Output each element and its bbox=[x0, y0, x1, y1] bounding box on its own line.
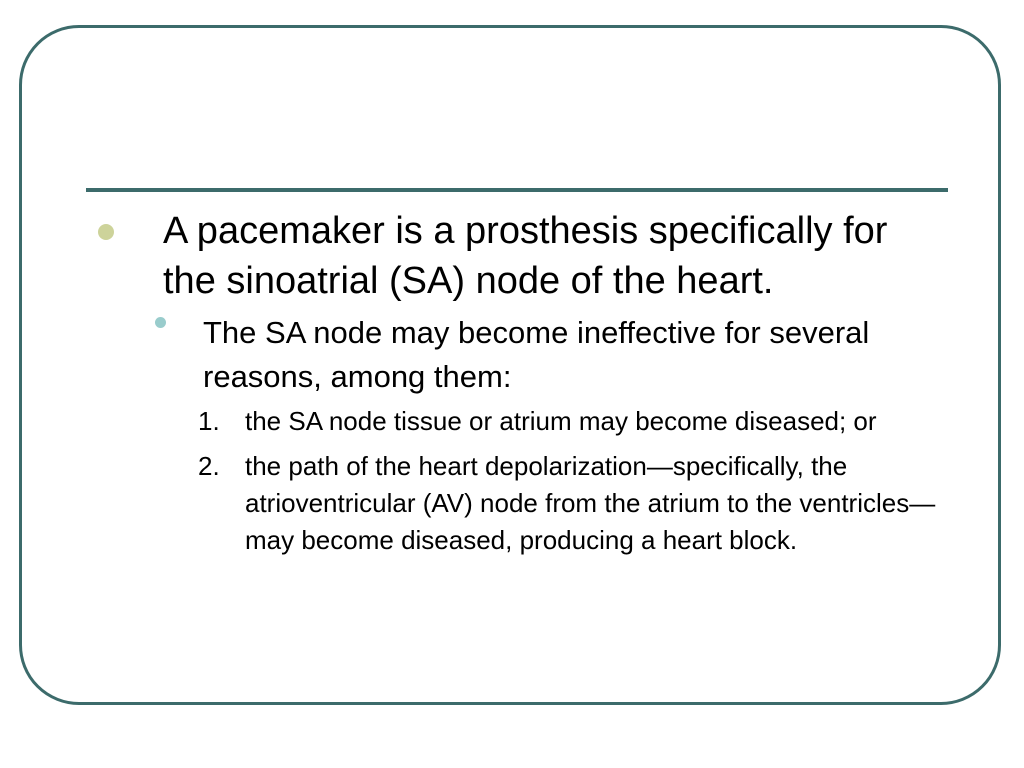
slide-body bbox=[90, 206, 950, 559]
bullet-item bbox=[90, 206, 950, 306]
item-number: 1. bbox=[198, 406, 220, 436]
item-text: the SA node tissue or atrium may become diseased; or bbox=[245, 406, 877, 436]
sub-bullet-item bbox=[90, 311, 950, 399]
bullet-text: A pacemaker is a prosthesis specifically for the sinoatrial (SA) node of the heart. bbox=[163, 210, 888, 302]
title-divider bbox=[86, 188, 948, 192]
numbered-item bbox=[90, 403, 950, 440]
item-text: the path of the heart depolarization—specifically, the atrioventricular (AV) node from the atrium to the ventricles—may become diseased, producing a heart block. bbox=[245, 451, 936, 555]
numbered-item bbox=[90, 448, 950, 559]
bullet-dot-icon bbox=[98, 224, 114, 240]
sub-bullet-text: The SA node may become ineffective for several reasons, among them: bbox=[203, 315, 870, 394]
sub-bullet-dot-icon bbox=[155, 317, 166, 328]
item-number: 2. bbox=[198, 451, 220, 481]
